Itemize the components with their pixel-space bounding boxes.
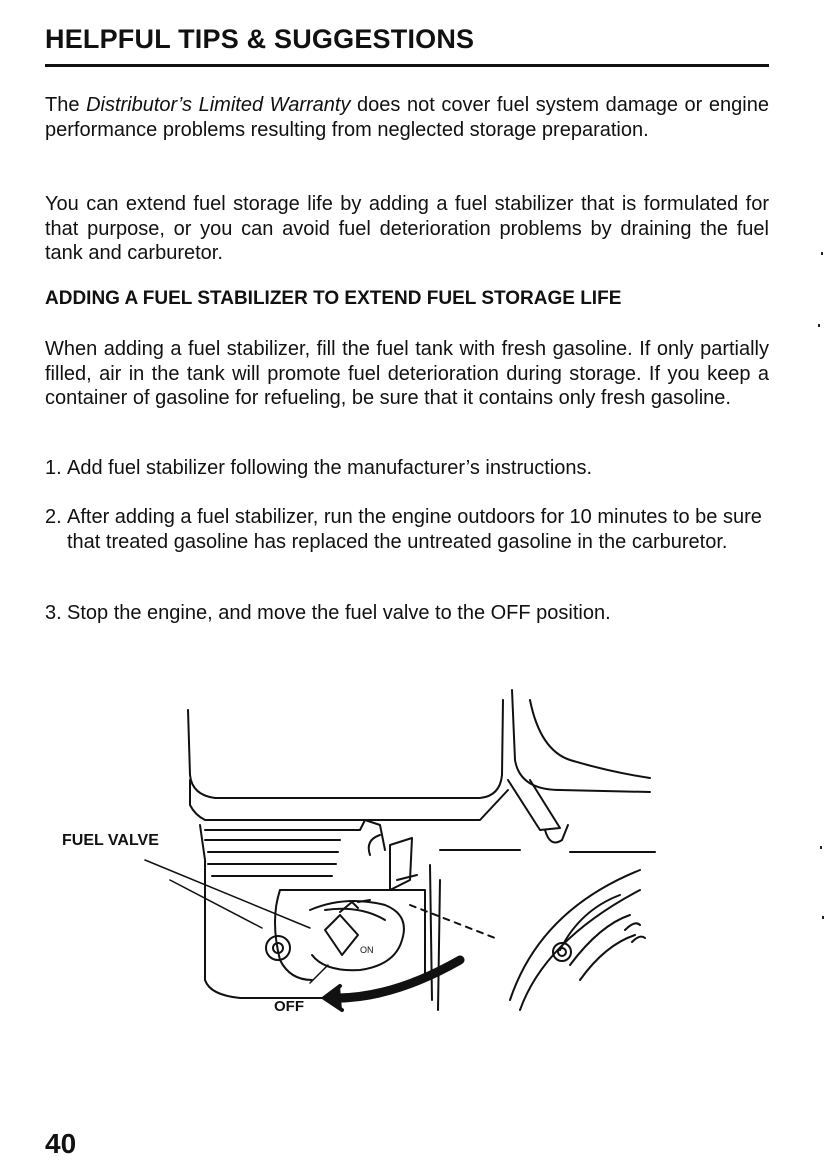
step-2	[45, 505, 775, 554]
step-number: 3.	[45, 602, 62, 624]
title-rule	[45, 64, 769, 67]
section-heading: ADDING A FUEL STABILIZER TO EXTEND FUEL STORAGE LIFE	[45, 288, 622, 309]
scan-mark	[822, 916, 824, 919]
off-label: OFF	[274, 998, 304, 1015]
warranty-rest: does not cover fuel system damage or engine performance problems resulting from neglected storage preparation.	[45, 94, 769, 141]
scan-mark	[821, 252, 823, 255]
fuel-valve-label: FUEL VALVE	[62, 832, 159, 849]
step-3	[45, 601, 775, 626]
scan-mark	[818, 324, 820, 327]
on-label: ON	[360, 945, 374, 955]
warranty-name: Distributor’s Limited Warranty	[86, 94, 351, 116]
page-title: HELPFUL TIPS & SUGGESTIONS	[45, 24, 475, 54]
step-text: Stop the engine, and move the fuel valve to the OFF position.	[67, 602, 611, 624]
fuel-valve-illustration	[40, 680, 680, 1030]
step-number: 1.	[45, 457, 62, 479]
step-1	[45, 456, 775, 481]
warranty-paragraph	[45, 93, 769, 142]
stabilizer-paragraph: When adding a fuel stabilizer, fill the fuel tank with fresh gasoline. If only partially filled, air in the tank will promote fuel deterioration during storage. If you keep a container of gasoline for refueling, be sure that it contains only fresh gasoline.	[45, 338, 769, 409]
storage-life-paragraph: You can extend fuel storage life by adding a fuel stabilizer that is formulated for that purpose, or you can avoid fuel deterioration problems by draining the fuel tank and carburetor.	[45, 193, 769, 264]
fuel-valve-figure	[40, 680, 680, 1030]
step-text: After adding a fuel stabilizer, run the engine outdoors for 10 minutes to be sure that treated gasoline has replaced the untreated gasoline in the carburetor.	[67, 506, 762, 553]
step-text: Add fuel stabilizer following the manufacturer’s instructions.	[67, 457, 593, 479]
warranty-lead: The	[45, 94, 87, 116]
step-number: 2.	[45, 506, 62, 528]
page-number: 40	[45, 1128, 77, 1159]
scan-mark	[820, 846, 822, 849]
